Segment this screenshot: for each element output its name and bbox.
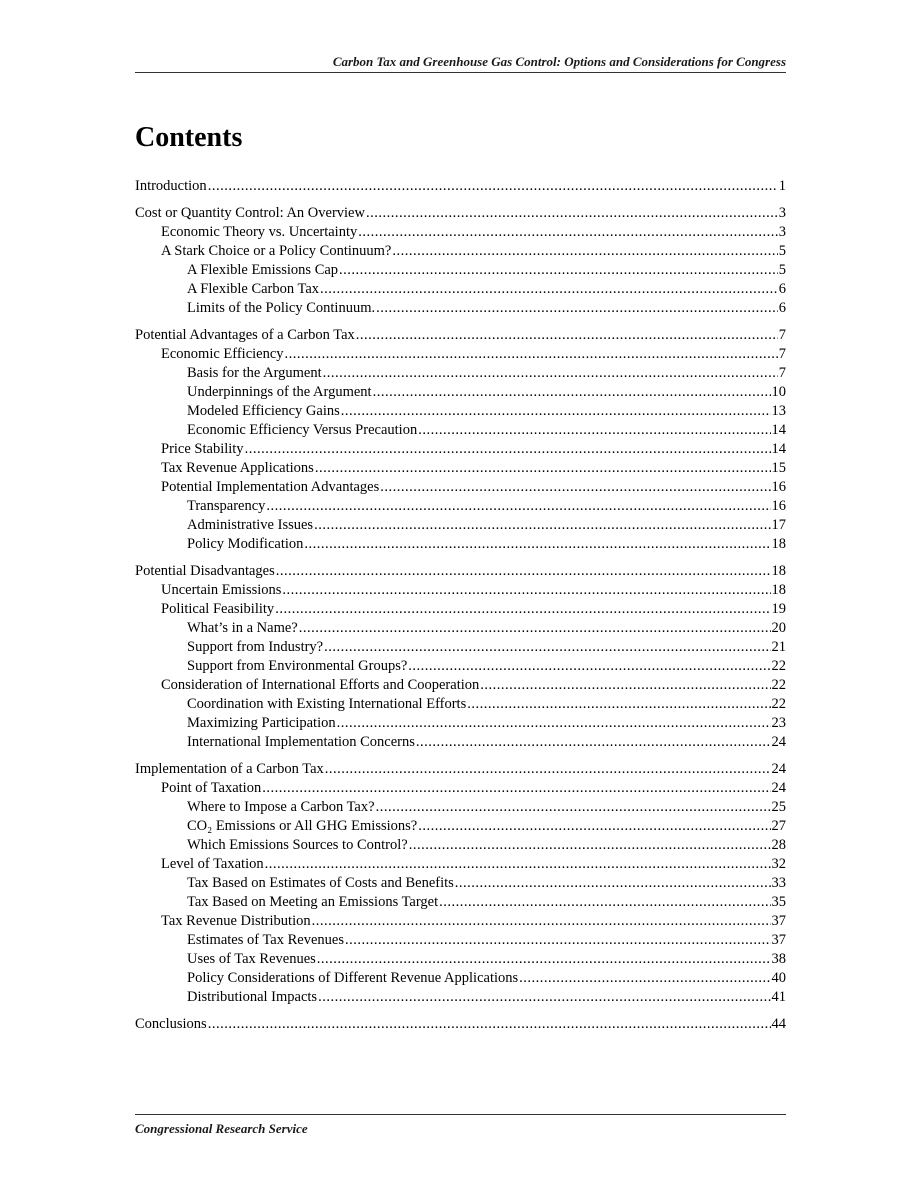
- toc-entry[interactable]: [135, 204, 786, 223]
- toc-entry[interactable]: [135, 516, 786, 535]
- toc-dot-leader: [266, 497, 770, 516]
- toc-entry-title: Point of Taxation: [161, 780, 262, 796]
- table-of-contents: [135, 177, 786, 1034]
- toc-entry[interactable]: [135, 1015, 786, 1034]
- toc-entry-title: A Stark Choice or a Policy Continuum?: [161, 243, 392, 259]
- toc-entry-page: 22: [771, 677, 786, 693]
- toc-dot-leader: [392, 242, 777, 261]
- toc-entry-title: Which Emissions Sources to Control?: [187, 837, 408, 853]
- toc-entry-title: Level of Taxation: [161, 856, 264, 872]
- toc-entry[interactable]: [135, 733, 786, 752]
- toc-entry-page: 17: [771, 517, 786, 533]
- toc-entry[interactable]: [135, 893, 786, 912]
- toc-entry-title: Basis for the Argument: [187, 365, 322, 381]
- toc-entry[interactable]: [135, 714, 786, 733]
- toc-entry[interactable]: [135, 459, 786, 478]
- footer-divider: [135, 1114, 786, 1115]
- toc-entry-title: A Flexible Carbon Tax: [187, 281, 320, 297]
- toc-entry-title: Uses of Tax Revenues: [187, 951, 316, 967]
- toc-dot-leader: [376, 299, 778, 318]
- toc-entry-title: Potential Implementation Advantages: [161, 479, 380, 495]
- toc-entry-page: 3: [778, 205, 786, 221]
- toc-entry-page: 18: [771, 563, 786, 579]
- toc-entry-page: 18: [771, 536, 786, 552]
- toc-dot-leader: [455, 874, 771, 893]
- toc-entry[interactable]: [135, 280, 786, 299]
- toc-entry-page: 18: [771, 582, 786, 598]
- toc-entry-title: Policy Considerations of Different Revenue Applications: [187, 970, 519, 986]
- toc-entry[interactable]: [135, 261, 786, 280]
- toc-entry[interactable]: [135, 562, 786, 581]
- toc-entry-page: 33: [771, 875, 786, 891]
- toc-dot-leader: [317, 950, 771, 969]
- toc-entry-title: Conclusions: [135, 1016, 207, 1032]
- toc-entry-title: Introduction: [135, 178, 207, 194]
- toc-entry-title: Underpinnings of the Argument: [187, 384, 372, 400]
- toc-entry[interactable]: [135, 383, 786, 402]
- toc-entry-page: 32: [771, 856, 786, 872]
- toc-entry[interactable]: [135, 497, 786, 516]
- toc-entry-title: Coordination with Existing International Efforts: [187, 696, 467, 712]
- toc-entry-page: 14: [771, 441, 786, 457]
- toc-dot-leader: [325, 760, 771, 779]
- toc-entry[interactable]: [135, 779, 786, 798]
- toc-entry-title: Estimates of Tax Revenues: [187, 932, 344, 948]
- toc-entry-title: Tax Revenue Distribution: [161, 913, 311, 929]
- toc-entry-title: Transparency: [187, 498, 266, 514]
- toc-entry-title: Where to Impose a Carbon Tax?: [187, 799, 375, 815]
- toc-entry[interactable]: [135, 657, 786, 676]
- toc-entry-title: Administrative Issues: [187, 517, 314, 533]
- toc-dot-leader: [265, 855, 771, 874]
- toc-entry[interactable]: [135, 855, 786, 874]
- toc-entry-page: 6: [778, 300, 786, 316]
- toc-entry-title: Support from Environmental Groups?: [187, 658, 408, 674]
- toc-entry[interactable]: [135, 345, 786, 364]
- toc-entry[interactable]: [135, 440, 786, 459]
- toc-dot-leader: [282, 581, 770, 600]
- toc-dot-leader: [418, 421, 770, 440]
- toc-entry-page: 15: [771, 460, 786, 476]
- toc-entry-page: 38: [771, 951, 786, 967]
- toc-entry-page: 40: [771, 970, 786, 986]
- toc-entry-title: Limits of the Policy Continuum.: [187, 300, 376, 316]
- toc-entry[interactable]: [135, 760, 786, 779]
- toc-entry[interactable]: [135, 421, 786, 440]
- toc-entry[interactable]: [135, 223, 786, 242]
- toc-entry-page: 20: [771, 620, 786, 636]
- toc-entry[interactable]: [135, 950, 786, 969]
- toc-dot-leader: [358, 223, 778, 242]
- toc-entry-title: Policy Modification: [187, 536, 304, 552]
- toc-entry-title: Price Stability: [161, 441, 244, 457]
- toc-dot-leader: [341, 402, 771, 421]
- toc-entry[interactable]: [135, 364, 786, 383]
- toc-dot-leader: [409, 836, 771, 855]
- toc-dot-leader: [208, 177, 778, 196]
- toc-dot-leader: [324, 638, 770, 657]
- toc-dot-leader: [323, 364, 778, 383]
- toc-entry[interactable]: [135, 402, 786, 421]
- toc-dot-leader: [312, 912, 771, 931]
- toc-entry-page: 19: [771, 601, 786, 617]
- toc-entry-title: A Flexible Emissions Cap: [187, 262, 339, 278]
- toc-entry-page: 10: [771, 384, 786, 400]
- toc-entry-page: 16: [771, 498, 786, 514]
- toc-entry[interactable]: [135, 798, 786, 817]
- toc-entry-title: Modeled Efficiency Gains: [187, 403, 340, 419]
- toc-entry[interactable]: [135, 242, 786, 261]
- toc-entry-page: 37: [771, 932, 786, 948]
- toc-entry[interactable]: [135, 326, 786, 345]
- toc-entry-page: 44: [771, 1016, 786, 1032]
- toc-dot-leader: [373, 383, 771, 402]
- toc-entry-page: 24: [771, 761, 786, 777]
- toc-entry-title: Economic Efficiency Versus Precaution: [187, 422, 418, 438]
- toc-dot-leader: [380, 478, 770, 497]
- toc-entry-title: Economic Efficiency: [161, 346, 284, 362]
- toc-entry-title: Tax Revenue Applications: [161, 460, 314, 476]
- page-title: Contents: [135, 122, 243, 153]
- toc-dot-leader: [416, 733, 771, 752]
- toc-dot-leader: [262, 779, 770, 798]
- toc-dot-leader: [275, 600, 770, 619]
- running-footer: Congressional Research Service: [135, 1121, 308, 1136]
- toc-entry-page: 23: [771, 715, 786, 731]
- toc-entry[interactable]: [135, 676, 786, 695]
- toc-entry-title: Uncertain Emissions: [161, 582, 282, 598]
- toc-dot-leader: [314, 516, 770, 535]
- toc-dot-leader: [408, 657, 770, 676]
- toc-entry-page: 5: [778, 262, 786, 278]
- toc-entry[interactable]: [135, 177, 786, 196]
- toc-entry[interactable]: [135, 299, 786, 318]
- toc-entry-title: International Implementation Concerns: [187, 734, 415, 750]
- toc-dot-leader: [480, 676, 770, 695]
- toc-dot-leader: [320, 280, 778, 299]
- toc-dot-leader: [337, 714, 771, 733]
- toc-entry[interactable]: [135, 817, 786, 836]
- toc-entry-title: What’s in a Name?: [187, 620, 298, 636]
- toc-dot-leader: [345, 931, 771, 950]
- toc-entry-title: Support from Industry?: [187, 639, 324, 655]
- toc-dot-leader: [366, 204, 778, 223]
- toc-entry-page: 28: [771, 837, 786, 853]
- toc-dot-leader: [339, 261, 778, 280]
- toc-entry[interactable]: [135, 988, 786, 1007]
- toc-entry-title: Maximizing Participation: [187, 715, 336, 731]
- toc-dot-leader: [285, 345, 778, 364]
- toc-entry-title: Tax Based on Meeting an Emissions Target: [187, 894, 439, 910]
- toc-entry[interactable]: [135, 912, 786, 931]
- toc-entry[interactable]: [135, 836, 786, 855]
- toc-entry-page: 7: [778, 346, 786, 362]
- toc-entry[interactable]: [135, 535, 786, 554]
- toc-entry-page: 25: [771, 799, 786, 815]
- toc-dot-leader: [356, 326, 778, 345]
- toc-entry-title: Distributional Impacts: [187, 989, 318, 1005]
- toc-entry-page: 22: [771, 658, 786, 674]
- toc-dot-leader: [318, 988, 770, 1007]
- toc-dot-leader: [519, 969, 770, 988]
- toc-entry-title: Tax Based on Estimates of Costs and Benefits: [187, 875, 454, 891]
- header-divider: [135, 72, 786, 73]
- toc-entry[interactable]: [135, 874, 786, 893]
- toc-entry-page: 24: [771, 734, 786, 750]
- toc-entry-page: 27: [771, 818, 786, 834]
- toc-entry-title: Potential Disadvantages: [135, 563, 275, 579]
- toc-entry-title: Consideration of International Efforts and Cooperation: [161, 677, 480, 693]
- toc-entry-page: 14: [771, 422, 786, 438]
- toc-dot-leader: [208, 1015, 771, 1034]
- toc-dot-leader: [245, 440, 771, 459]
- toc-entry-title: Potential Advantages of a Carbon Tax: [135, 327, 355, 343]
- toc-entry[interactable]: [135, 931, 786, 950]
- toc-dot-leader: [299, 619, 771, 638]
- toc-entry-title: Implementation of a Carbon Tax: [135, 761, 324, 777]
- toc-entry-page: 41: [771, 989, 786, 1005]
- toc-entry-page: 7: [778, 365, 786, 381]
- toc-entry-page: 5: [778, 243, 786, 259]
- toc-entry[interactable]: [135, 969, 786, 988]
- toc-dot-leader: [439, 893, 770, 912]
- toc-entry[interactable]: [135, 695, 786, 714]
- toc-entry-page: 37: [771, 913, 786, 929]
- toc-dot-leader: [315, 459, 771, 478]
- toc-dot-leader: [418, 817, 770, 836]
- toc-entry-page: 24: [771, 780, 786, 796]
- toc-entry[interactable]: [135, 581, 786, 600]
- toc-entry-title: CO₂ Emissions or All GHG Emissions?: [187, 818, 418, 834]
- toc-entry[interactable]: [135, 619, 786, 638]
- toc-entry-page: 21: [771, 639, 786, 655]
- toc-entry-title: Economic Theory vs. Uncertainty: [161, 224, 358, 240]
- toc-entry-page: 16: [771, 479, 786, 495]
- toc-entry-page: 3: [778, 224, 786, 240]
- toc-entry-page: 1: [778, 178, 786, 194]
- toc-entry-title: Cost or Quantity Control: An Overview: [135, 205, 365, 221]
- running-header: Carbon Tax and Greenhouse Gas Control: Options and Considerations for Congress: [332, 54, 786, 69]
- toc-entry-page: 13: [771, 403, 786, 419]
- toc-entry-title: Political Feasibility: [161, 601, 275, 617]
- toc-entry[interactable]: [135, 638, 786, 657]
- toc-dot-leader: [467, 695, 770, 714]
- toc-dot-leader: [304, 535, 770, 554]
- toc-entry[interactable]: [135, 478, 786, 497]
- toc-dot-leader: [276, 562, 771, 581]
- toc-entry[interactable]: [135, 600, 786, 619]
- toc-entry-page: 7: [778, 327, 786, 343]
- toc-dot-leader: [376, 798, 771, 817]
- toc-entry-page: 6: [778, 281, 786, 297]
- toc-entry-page: 22: [771, 696, 786, 712]
- toc-entry-page: 35: [771, 894, 786, 910]
